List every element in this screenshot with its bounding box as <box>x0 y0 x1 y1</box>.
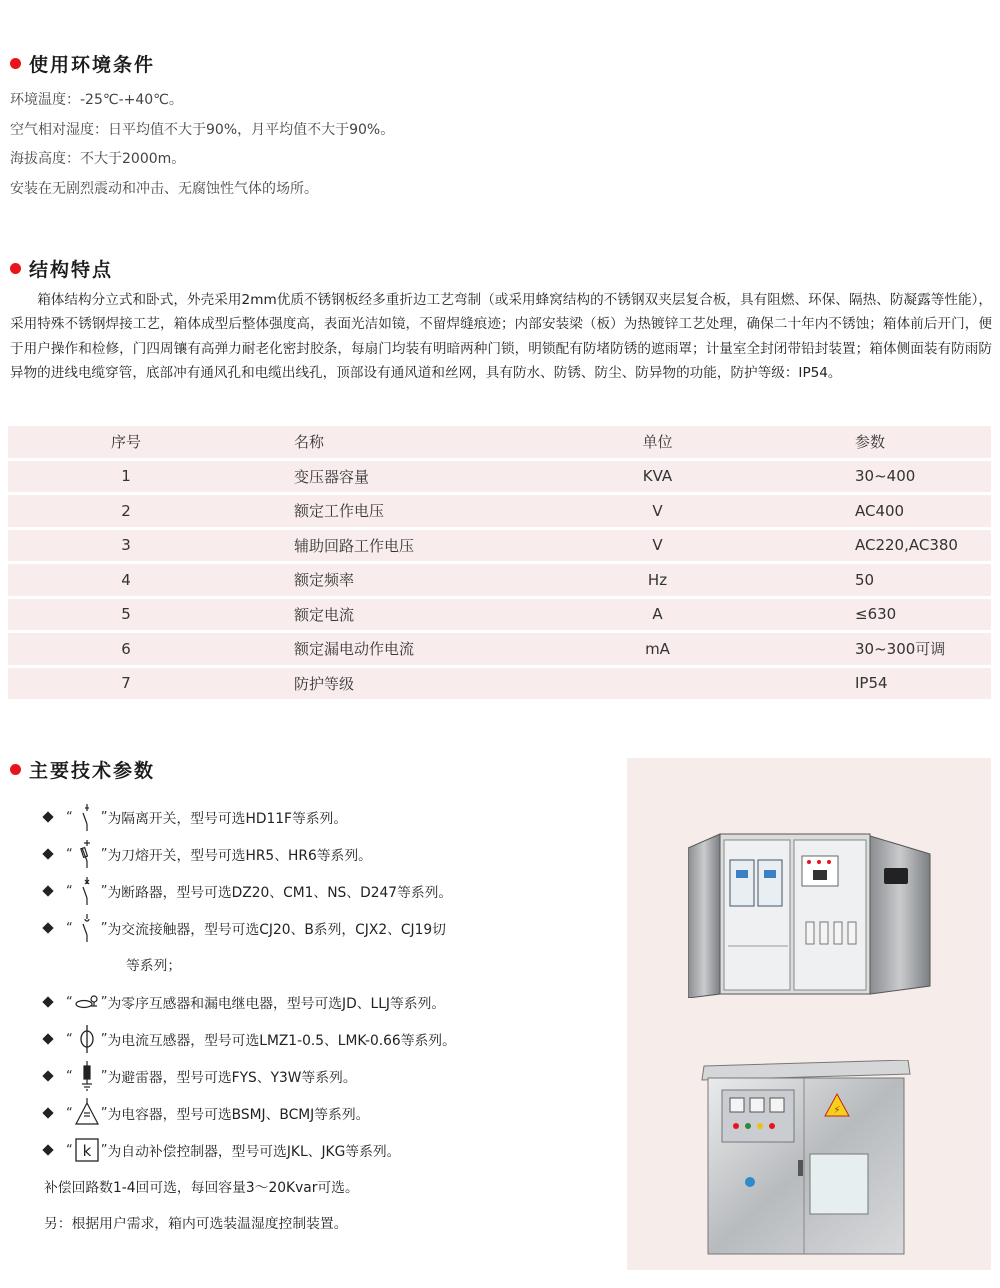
list-item: “ k ” 为自动补偿控制器，型号可选JKL、JKG等系列。 <box>44 1135 400 1165</box>
table-cell: mA <box>530 633 785 665</box>
list-item: “ ” 为断路器，型号可选DZ20、CM1、NS、D247等系列。 <box>44 876 452 906</box>
table-cell: V <box>530 495 785 527</box>
bullet-dot-icon <box>10 58 21 69</box>
table-cell: 2 <box>8 495 244 527</box>
table-cell: 4 <box>8 564 244 596</box>
header-cell: 单位 <box>530 426 785 458</box>
diamond-bullet-icon <box>42 1107 53 1118</box>
table-cell: 50 <box>785 564 991 596</box>
zero-sequence-ct-icon <box>73 987 101 1017</box>
symbol-description: 为刀熔开关，型号可选HR5、HR6等系列。 <box>107 848 372 864</box>
section-title: 主要技术参数 <box>29 760 156 782</box>
section-heading-structure <box>10 255 113 282</box>
note-line: 另：根据用户需求，箱内可选装温湿度控制装置。 <box>44 1216 348 1232</box>
table-cell: IP54 <box>785 668 991 700</box>
table-cell: V <box>530 530 785 562</box>
parameter-table <box>8 423 991 702</box>
compensation-controller-icon <box>73 1135 101 1165</box>
environment-list <box>10 86 394 204</box>
diamond-bullet-icon <box>42 885 53 896</box>
table-row <box>8 461 991 493</box>
table-cell: 7 <box>8 668 244 700</box>
symbol-description: 为电容器，型号可选BSMJ、BCMJ等系列。 <box>107 1107 370 1123</box>
table-cell: 额定漏电动作电流 <box>244 633 530 665</box>
list-item: “ ” 为电流互感器，型号可选LMZ1-0.5、LMK-0.66等系列。 <box>44 1024 456 1054</box>
diamond-bullet-icon <box>42 922 53 933</box>
symbol-description: 为交流接触器，型号可选CJ20、B系列，CJX2、CJ19切 <box>107 922 446 938</box>
table-cell: 额定频率 <box>244 564 530 596</box>
diamond-bullet-icon <box>42 848 53 859</box>
section-title: 使用环境条件 <box>29 54 156 76</box>
section-title: 结构特点 <box>29 259 114 281</box>
table-cell: ≤630 <box>785 599 991 631</box>
isolating-switch-icon <box>73 802 101 832</box>
table-row <box>8 495 991 527</box>
list-item: “ ” 为零序互感器和漏电继电器，型号可选JD、LLJ等系列。 <box>44 987 445 1017</box>
open-cabinet-image <box>688 826 932 998</box>
symbol-description: 为避雷器，型号可选FYS、Y3W等系列。 <box>107 1070 357 1086</box>
circuit-breaker-icon <box>73 876 101 906</box>
environment-line: 空气相对湿度：日平均值不大于90%，月平均值不大于90%。 <box>10 121 395 138</box>
diamond-bullet-icon <box>42 1070 53 1081</box>
closed-cabinet-image <box>700 1060 914 1256</box>
table-cell: 30~300可调 <box>785 633 991 665</box>
knife-fuse-switch-icon <box>73 839 101 869</box>
table-cell: 变压器容量 <box>244 461 530 493</box>
table-cell: AC400 <box>785 495 991 527</box>
contactor-icon <box>73 913 101 943</box>
table-row <box>8 668 991 700</box>
list-item: “ ” 为避雷器，型号可选FYS、Y3W等系列。 <box>44 1061 357 1091</box>
header-cell: 参数 <box>785 426 991 458</box>
symbol-description: 为零序互感器和漏电继电器，型号可选JD、LLJ等系列。 <box>107 996 446 1012</box>
table-cell: 额定电流 <box>244 599 530 631</box>
list-item: “ ” 为隔离开关，型号可选HD11F等系列。 <box>44 802 347 832</box>
table-row <box>8 564 991 596</box>
environment-line: 环境温度：-25℃-+40℃。 <box>10 92 183 108</box>
diamond-bullet-icon <box>42 1144 53 1155</box>
symbol-description: 为隔离开关，型号可选HD11F等系列。 <box>107 811 348 827</box>
list-item: “ ” 为交流接触器，型号可选CJ20、B系列，CJX2、CJ19切 <box>44 913 446 943</box>
table-cell: 6 <box>8 633 244 665</box>
environment-line: 海拔高度：不大于2000m。 <box>10 151 186 167</box>
table-cell: 5 <box>8 599 244 631</box>
symbol-description: 为断路器，型号可选DZ20、CM1、NS、D247等系列。 <box>107 885 453 901</box>
list-item: “ ” 为电容器，型号可选BSMJ、BCMJ等系列。 <box>44 1098 369 1128</box>
diamond-bullet-icon <box>42 811 53 822</box>
table-cell: 防护等级 <box>244 668 530 700</box>
bullet-dot-icon <box>10 764 21 775</box>
section-heading-environment <box>10 50 155 77</box>
table-cell: 30~400 <box>785 461 991 493</box>
table-row <box>8 530 991 562</box>
list-item: “ ” 为刀熔开关，型号可选HR5、HR6等系列。 <box>44 839 372 869</box>
surge-arrester-icon <box>73 1061 101 1091</box>
table-cell: KVA <box>530 461 785 493</box>
header-cell: 名称 <box>244 426 530 458</box>
svg-text:⚡: ⚡ <box>833 1105 841 1116</box>
table-row <box>8 599 991 631</box>
table-cell: A <box>530 599 785 631</box>
table-cell <box>530 668 785 700</box>
table-cell: AC220,AC380 <box>785 530 991 562</box>
section-heading-tech <box>10 756 155 783</box>
header-cell: 序号 <box>8 426 244 458</box>
bullet-dot-icon <box>10 263 21 274</box>
structure-paragraph: 箱体结构分立式和卧式，外壳采用2mm优质不锈钢板经多重折边工艺弯制（或采用蜂窝结构的不锈钢双夹层复合板，具有阻燃、环保、隔热、防凝露等性能），采用特殊不锈钢焊接工艺，箱体成型后整体强度高，表面光洁如镜，不留焊缝痕迹；内部安装梁（板）为热镀锌工艺处理，确保二十年内不锈蚀；箱体前后开门，便于用户操作和检修，门四周镶有高弹力耐老化密封胶条，每扇门均装有明暗两种门锁，明锁配有防堵防锈的遮雨罩；计量室全封闭带铅封装置；箱体侧面装有防雨防异物的进线电缆穿管，底部冲有通风孔和电缆出线孔，顶部设有通风道和丝网，具有防水、防锈、防尘、防异物的功能，防护等级：IP54。 <box>10 292 992 382</box>
environment-line: 安装在无剧烈震动和冲击、无腐蚀性气体的场所。 <box>10 180 318 197</box>
table-cell: 辅助回路工作电压 <box>244 530 530 562</box>
diamond-bullet-icon <box>42 1033 53 1044</box>
table-cell: Hz <box>530 564 785 596</box>
symbol-description: 为自动补偿控制器，型号可选JKL、JKG等系列。 <box>107 1144 401 1160</box>
table-cell: 1 <box>8 461 244 493</box>
table-cell: 额定工作电压 <box>244 495 530 527</box>
current-transformer-icon <box>73 1024 101 1054</box>
table-cell: 3 <box>8 530 244 562</box>
symbol-description: 为电流互感器，型号可选LMZ1-0.5、LMK-0.66等系列。 <box>107 1033 456 1049</box>
diamond-bullet-icon <box>42 996 53 1007</box>
capacitor-icon <box>73 1098 101 1128</box>
note-line: 补偿回路数1-4回可选，每回容量3～20Kvar可选。 <box>44 1180 359 1196</box>
svg-text:k: k <box>82 1142 92 1160</box>
contactor-continuation: 等系列； <box>126 958 182 974</box>
table-row <box>8 633 991 665</box>
table-header-row <box>8 426 991 458</box>
